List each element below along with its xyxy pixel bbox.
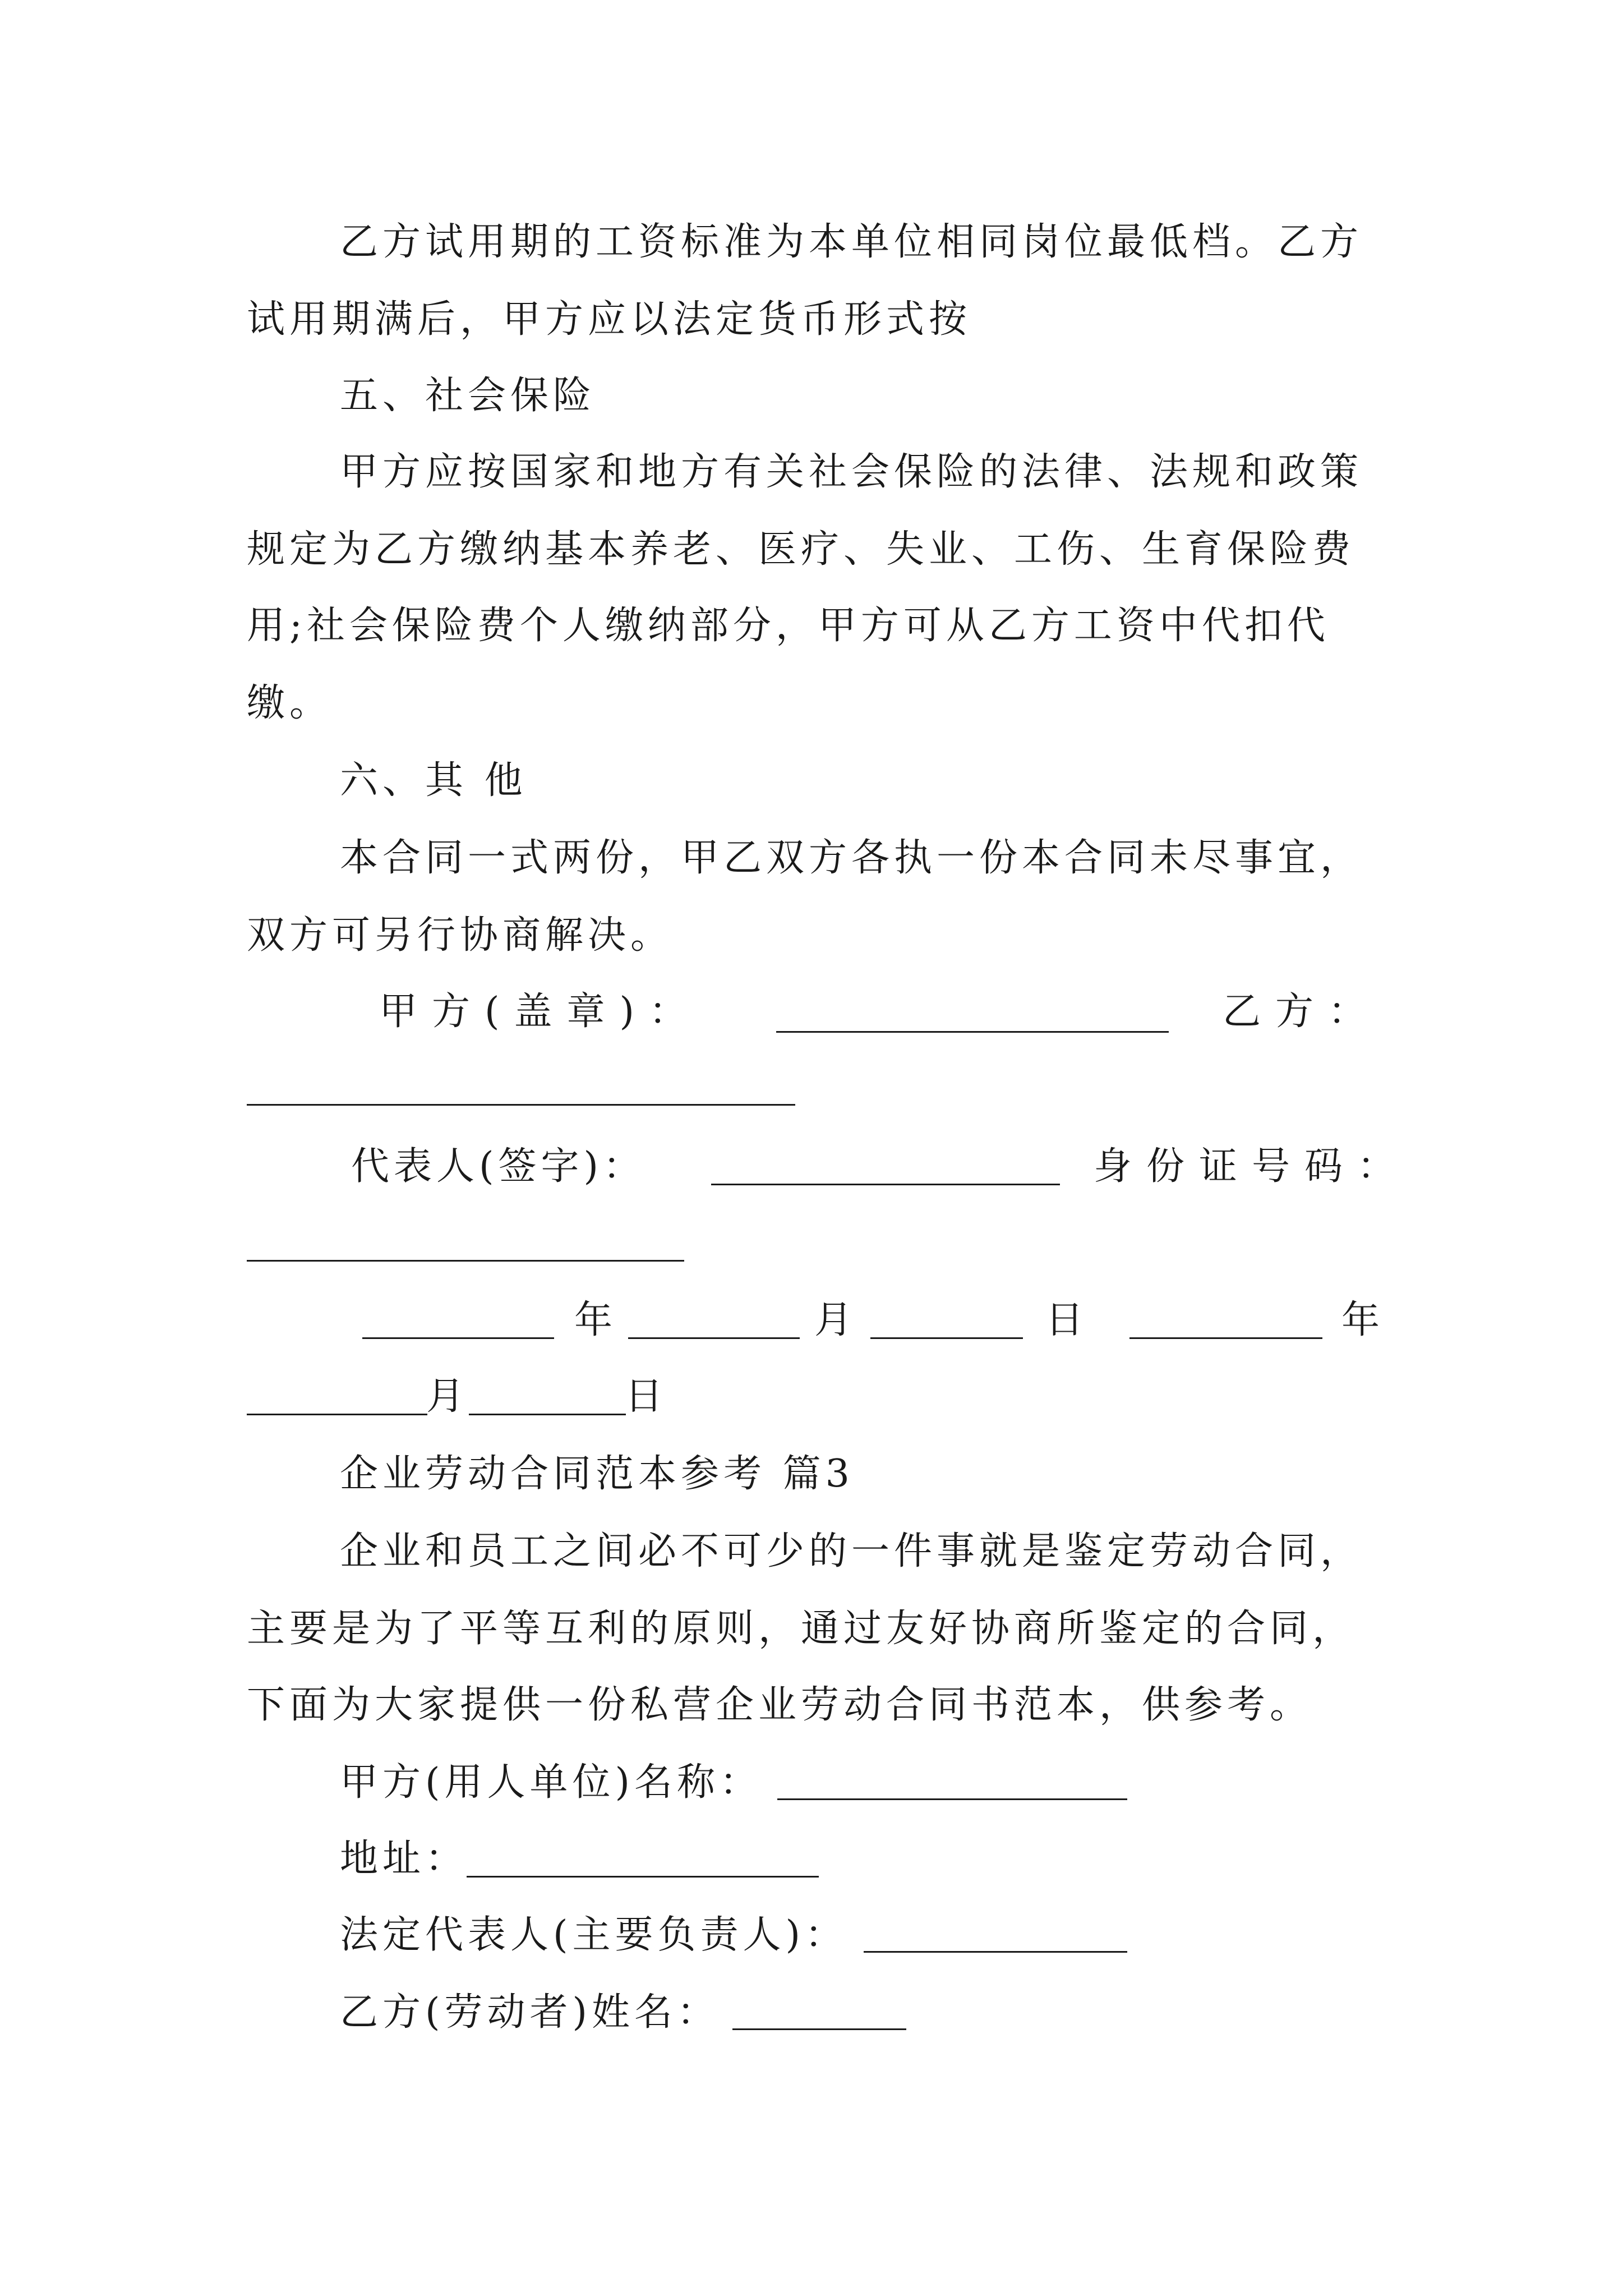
paragraph-line: 甲方应按国家和地方有关社会保险的法律、法规和政策 (340, 450, 1363, 494)
date-month-label: 月 (426, 1374, 469, 1419)
date-year-label: 年 (1341, 1298, 1385, 1342)
party-a-seal-blank (776, 1031, 1169, 1033)
id-number-blank (247, 1260, 684, 1262)
date-year-label: 年 (574, 1298, 617, 1342)
date-month-label: 月 (814, 1298, 857, 1342)
date-year-blank (1129, 1337, 1322, 1339)
date-month-blank (628, 1337, 800, 1339)
date-year-blank (362, 1337, 554, 1339)
paragraph-line: 缴。 (247, 681, 333, 725)
paragraph-line: 乙方试用期的工资标准为本单位相同岗位最低档。乙方 (340, 220, 1363, 264)
paragraph-line: 试用期满后，甲方应以法定货币形式按 (247, 297, 972, 342)
paragraph-line: 主要是为了平等互利的原则，通过友好协商所鉴定的合同， (247, 1607, 1355, 1651)
date-month-blank (247, 1414, 427, 1415)
party-b-label: 乙方： (1223, 990, 1381, 1034)
date-day-label: 日 (625, 1374, 668, 1419)
paragraph-line: 规定为乙方缴纳基本养老、医疗、失业、工伤、生育保险费 (247, 527, 1355, 572)
address-label: 地址： (340, 1837, 468, 1881)
date-day-blank (469, 1414, 626, 1415)
date-day-blank (870, 1337, 1023, 1339)
paragraph-line: 企业和员工之间必不可少的一件事就是鉴定劳动合同， (340, 1529, 1363, 1573)
employer-name-blank (777, 1798, 1127, 1800)
representative-label: 代表人(签字)： (351, 1144, 646, 1189)
employer-name-label: 甲方(用人单位)名称： (340, 1760, 763, 1805)
paragraph-line: 用;社会保险费个人缴纳部分，甲方可从乙方工资中代扣代 (247, 604, 1330, 648)
address-blank (467, 1876, 819, 1878)
party-b-blank (247, 1104, 795, 1106)
id-number-label: 身份证号码： (1094, 1144, 1410, 1189)
representative-blank (711, 1184, 1060, 1185)
paragraph-line: 下面为大家提供一份私营企业劳动合同书范本，供参考。 (247, 1683, 1313, 1727)
legal-representative-blank (864, 1951, 1127, 1953)
employee-name-label: 乙方(劳动者)姓名： (340, 1990, 720, 2035)
party-a-seal-label: 甲方(盖章)： (379, 990, 702, 1034)
paragraph-line: 双方可另行协商解决。 (247, 913, 674, 958)
legal-representative-label: 法定代表人(主要负责人)： (340, 1913, 848, 1957)
section-heading: 六、其 他 (340, 758, 527, 803)
paragraph-line: 本合同一式两份，甲乙双方各执一份本合同未尽事宜， (340, 836, 1363, 880)
employee-name-blank (732, 2028, 906, 2030)
date-day-label: 日 (1045, 1298, 1089, 1342)
section-title: 企业劳动合同范本参考 篇3 (340, 1452, 854, 1496)
section-heading: 五、社会保险 (340, 374, 596, 418)
